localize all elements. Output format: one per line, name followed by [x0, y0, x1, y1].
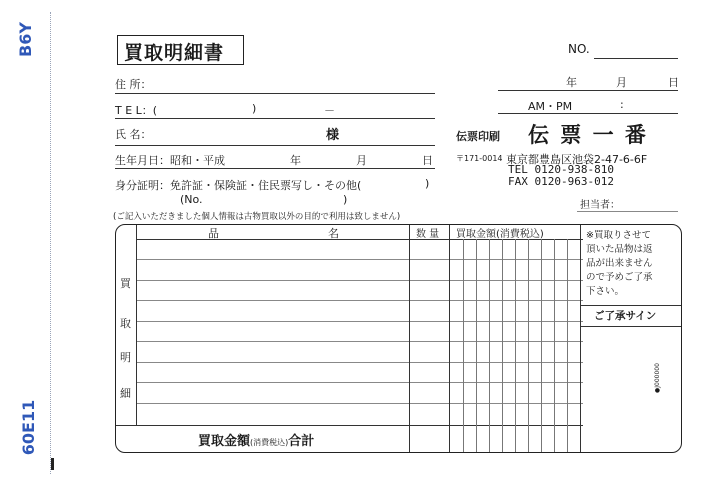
address-label: 住 所：: [115, 78, 152, 91]
id-number-label: (No.: [180, 193, 203, 206]
company-tel: TEL 0120-938-810: [508, 163, 614, 176]
product-code: ●J000000: [654, 363, 661, 393]
stub-mark: [51, 458, 54, 470]
note-line: ※買取りさせて: [586, 230, 651, 241]
stub-top-code: B6Y: [15, 22, 35, 57]
total-label-tax: (消費税込): [250, 438, 289, 447]
form-title: 買取明細書: [124, 42, 225, 64]
no-label: NO.: [568, 42, 590, 56]
note-line: ので予めご了承: [586, 272, 653, 283]
side-label-divider: [136, 225, 137, 425]
note-line: 下さい。: [586, 286, 625, 297]
amount-digit-divider: [476, 239, 477, 452]
date-year-label: 年: [566, 76, 577, 89]
amount-digit-divider: [567, 239, 568, 452]
staff-label: 担当者：: [580, 200, 620, 211]
birth-month-label: 月: [356, 154, 367, 167]
company-prefix: 伝票印刷: [456, 130, 500, 143]
table-total-rule: [116, 425, 583, 426]
ampm-label: AM・PM: [528, 100, 573, 113]
tel-dash: －: [324, 104, 335, 117]
amount-digit-divider: [489, 239, 490, 452]
form-stub: [0, 0, 50, 491]
no-field[interactable]: [594, 58, 678, 59]
birth-field[interactable]: [115, 168, 435, 169]
sign-top-rule: [580, 305, 681, 306]
notes-divider: [580, 225, 581, 452]
name-label: 氏 名：: [115, 128, 152, 141]
tel-label: T E L：(: [115, 104, 158, 117]
amount-digit-divider: [541, 239, 542, 452]
total-label: [198, 430, 314, 449]
birth-day-label: 日: [422, 154, 433, 167]
side-label-char: 取: [120, 317, 131, 330]
note-line: 品が出来ません: [586, 258, 653, 269]
company-name: 伝 票 一 番: [528, 122, 648, 147]
time-colon: :: [620, 98, 624, 111]
col-qty-label: 数 量: [416, 229, 440, 240]
date-day-label: 日: [668, 76, 679, 89]
id-close: ): [425, 177, 430, 190]
sign-label: ご了承サイン: [594, 310, 657, 322]
company-address: 東京都豊島区池袋2-47-6-6F: [506, 153, 648, 166]
perforation-line: [50, 12, 51, 474]
side-label-char: 買: [120, 277, 131, 290]
amount-digit-divider: [515, 239, 516, 452]
address-field[interactable]: [115, 93, 435, 94]
col-item-label-a: 品: [208, 227, 219, 240]
birth-label: 生年月日：昭和・平成: [115, 154, 225, 167]
company-postal: 〒171-0014: [456, 154, 503, 163]
col-amount-label: 買取金額(消費税込): [456, 229, 544, 240]
sign-bottom-rule: [580, 326, 681, 327]
total-label-suffix: 合計: [288, 434, 315, 449]
col-item-label-b: 名: [328, 227, 339, 240]
birth-year-label: 年: [290, 154, 301, 167]
date-field[interactable]: [498, 90, 678, 91]
privacy-notice: (ご記入いただきました個人情報は古物買取以外の目的で利用は致しません): [113, 212, 401, 222]
purchase-table: [115, 224, 682, 453]
amount-digit-divider: [528, 239, 529, 452]
side-label-char: 細: [120, 387, 131, 400]
tel-field[interactable]: [115, 118, 435, 119]
note-line: 頂いた品物は返: [586, 244, 653, 255]
name-honorific: 様: [326, 128, 340, 143]
id-number-close: ): [343, 193, 348, 206]
id-label: 身分証明：免許証・保険証・住民票写し・その他(: [115, 179, 362, 192]
name-field[interactable]: [115, 145, 435, 146]
amount-digit-divider: [502, 239, 503, 452]
return-policy-note: [586, 229, 653, 299]
amount-digit-divider: [554, 239, 555, 452]
side-label-char: 明: [120, 351, 131, 364]
stub-bottom-code: 60E11: [19, 399, 39, 456]
amount-divider: [449, 225, 450, 452]
total-label-main: 買取金額: [198, 434, 251, 449]
time-field[interactable]: [498, 113, 678, 114]
qty-divider: [409, 225, 410, 452]
tel-close: ): [252, 102, 257, 115]
staff-field[interactable]: [577, 211, 678, 212]
amount-digit-divider: [463, 239, 464, 452]
company-fax: FAX 0120-963-012: [508, 175, 614, 188]
date-month-label: 月: [616, 76, 627, 89]
